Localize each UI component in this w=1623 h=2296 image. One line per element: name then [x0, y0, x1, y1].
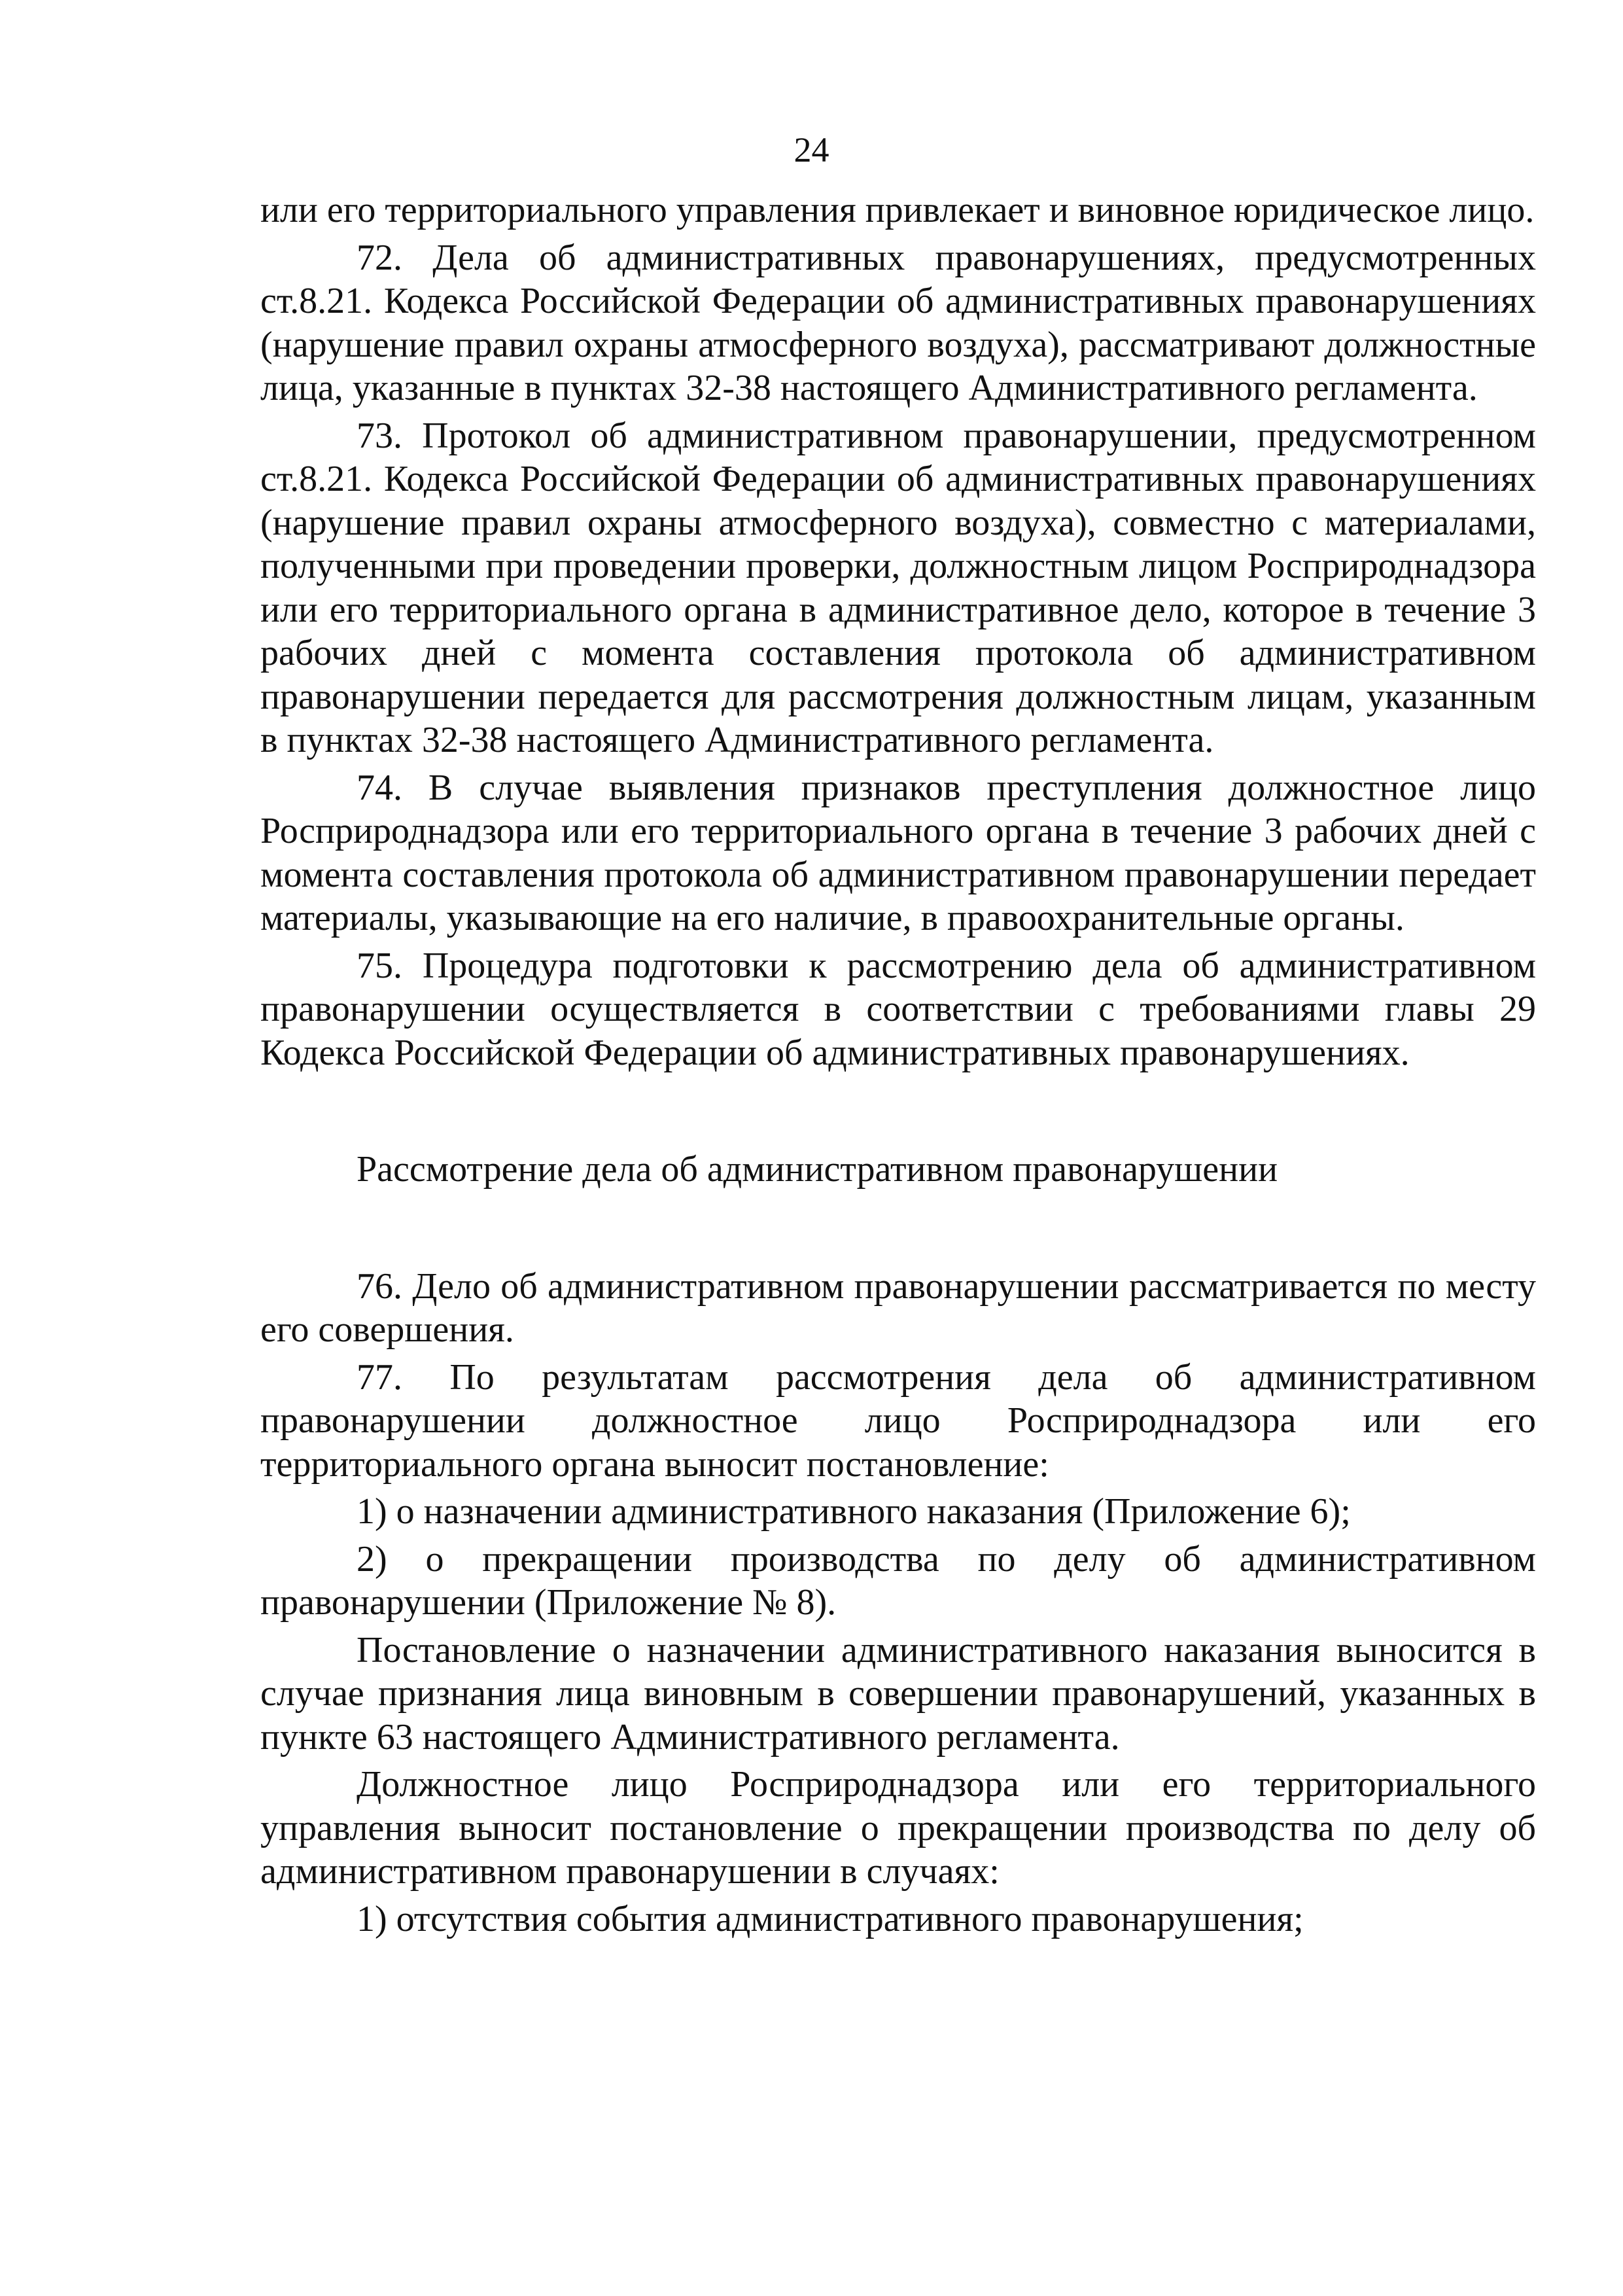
- paragraph-74: 74. В случае выявления признаков преступления должностное лицо Росприроднадзора или его территориального органа в течение 3 рабочих дней с момента составления протокола об административном правонарушении передает материалы, указывающие на его наличие, в правоохранительные органы.: [260, 767, 1536, 938]
- paragraph-77: 77. По результатам рассмотрения дела об административном правонарушении должностное лицо Росприроднадзора или его территориального органа выносит постановление:: [260, 1356, 1536, 1485]
- paragraph-penalty-decision: Постановление о назначении административного наказания выносится в случае признания лица виновным в совершении правонарушений, указанных в пункте 63 настоящего Административного регламента.: [260, 1629, 1536, 1757]
- list-item-1: 1) о назначении административного наказания (Приложение 6);: [357, 1491, 1351, 1532]
- list-item-termination-1: 1) отсутствия события административного правонарушения;: [357, 1898, 1304, 1939]
- list-item-2: 2) о прекращении производства по делу об административном правонарушении (Приложение № 8).: [260, 1538, 1536, 1623]
- document-body: [260, 188, 1536, 1945]
- section-heading: Рассмотрение дела об административном правонарушении: [357, 1149, 1278, 1190]
- paragraph-76: 76. Дело об административном правонарушении рассматривается по месту его совершения.: [260, 1265, 1536, 1350]
- paragraph-72: 72. Дела об административных правонарушениях, предусмотренных ст.8.21. Кодекса Российской Федерации об административных правонарушениях (нарушение правил охраны атмосферного воздуха), рассматривают должностные лица, указанные в пунктах 32-38 настоящего Административного регламента.: [260, 237, 1536, 408]
- paragraph-termination-cases: Должностное лицо Росприроднадзора или его территориального управления выносит постановление о прекращении производства по делу об административном правонарушении в случаях:: [260, 1764, 1536, 1892]
- paragraph-continuation: или его территориального управления привлекает и виновное юридическое лицо.: [260, 190, 1535, 230]
- page-number: 24: [794, 130, 829, 169]
- paragraph-73: 73. Протокол об административном правонарушении, предусмотренном ст.8.21. Кодекса Российской Федерации об административных правонарушениях (нарушение правил охраны атмосферного воздуха), совместно с материалами, полученными при проведении проверки, должностным лицом Росприроднадзора или его территориального органа в административное дело, которое в течение 3 рабочих дней с момента составления протокола об административном правонарушении передается для рассмотрения должностным лицам, указанным в пунктах 32-38 настоящего Административного регламента.: [260, 415, 1536, 760]
- paragraph-75: 75. Процедура подготовки к рассмотрению дела об административном правонарушении осуществляется в соответствии с требованиями главы 29 Кодекса Российской Федерации об административных правонарушениях.: [260, 945, 1536, 1073]
